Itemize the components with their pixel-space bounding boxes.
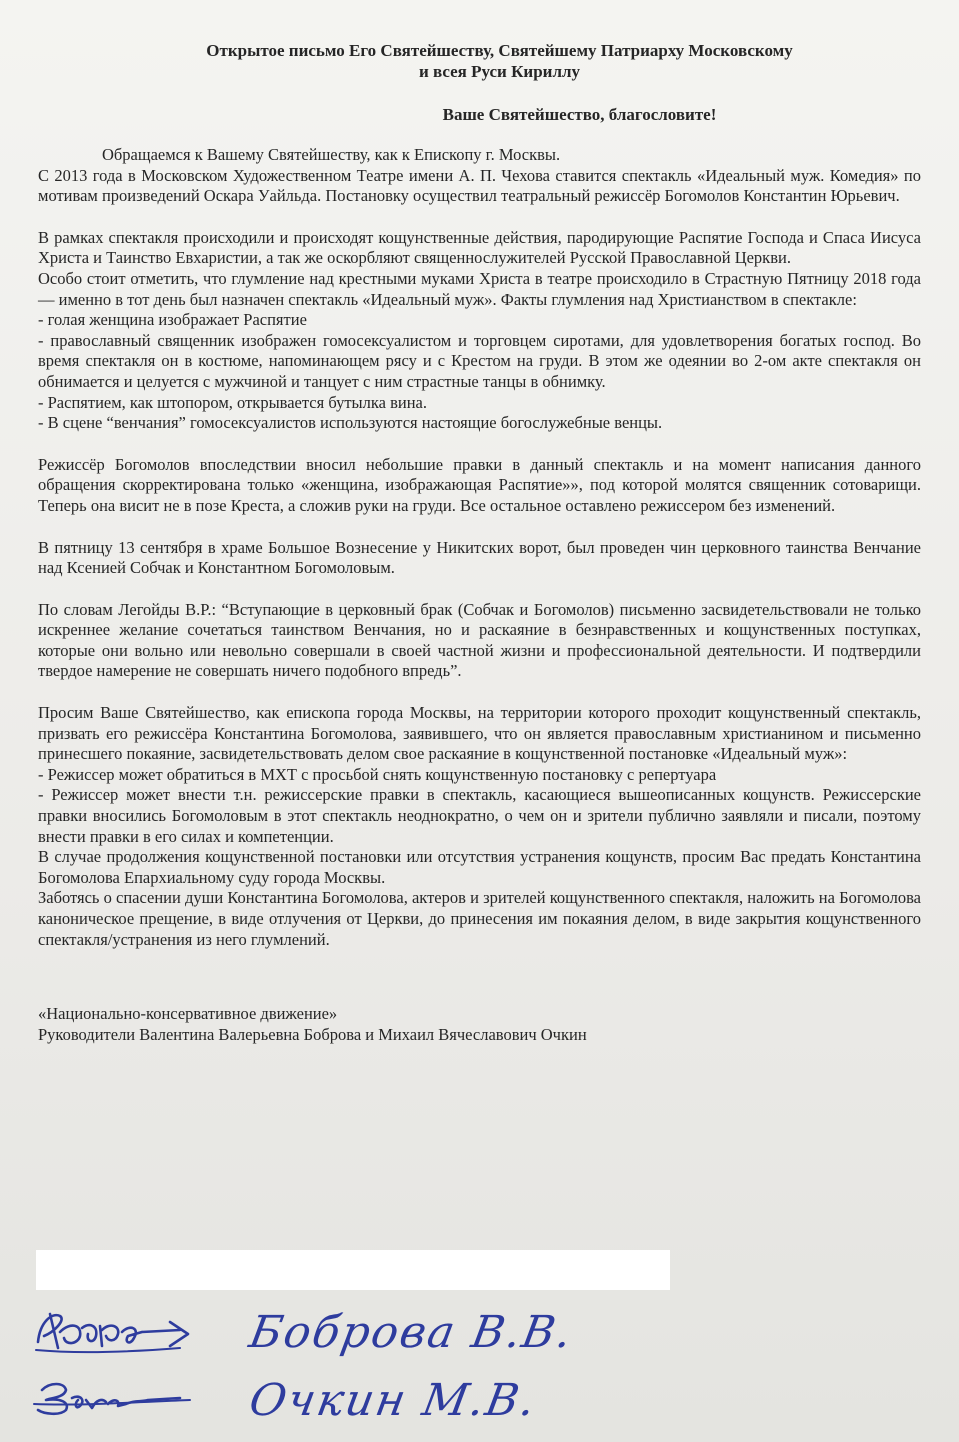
paragraph-good-friday: Особо стоит отметить, что глумление над крестными муками Христа в театре происходило в Страстную Пятницу 2018 года — именно в тот день был назначен спектакль «Идеальный муж». Факты глумления над Христианством в спектакле: — [38, 268, 921, 309]
signature-scrawl-icon — [30, 1370, 200, 1430]
list-item: - Режиссер может обратиться в МХТ с просьбой снять кощунственную постановку с репертуара — [38, 764, 717, 784]
redaction-box — [36, 1250, 670, 1290]
leaders-line: Руководители Валентина Валерьевна Боброва и Михаил Вячеславович Очкин — [38, 1024, 587, 1044]
list-item: - голая женщина изображает Распятие — [38, 310, 307, 330]
signature-name-ochkin: Очкин М.В. — [245, 1374, 541, 1426]
paragraph-edits: Режиссёр Богомолов впоследствии вносил небольшие правки в данный спектакль и на момент написания данного обращения скорректирована только «женщина, изображающая Распятие»», под которой молятся священник сотоварищи. Теперь она висит не в позе Креста, а сложив руки на груди. Все остальное оставлено режиссером без изменений. — [38, 454, 921, 515]
letter-body — [38, 145, 921, 950]
signature-name-bobrova: Боброва В.В. — [245, 1306, 578, 1358]
paragraph-legoyda-quote: По словам Легойды В.Р.: “Вступающие в церковный брак (Собчак и Богомолов) письменно засвидетельствовали не только искреннее желание сочетаться таинством Венчания, но и раскаяние в безнравственных и кощунственных поступках, которые они вольно или невольно совершали в своей частной жизни и профессиональной деятельности. И подтвердили твердое намерение не совершать ничего подобного впредь”. — [38, 599, 921, 681]
signature-ochkin — [30, 1370, 541, 1430]
greeting: Ваше Святейшество, благословите! — [442, 105, 717, 124]
paragraph-request: Просим Ваше Святейшество, как епископа города Москвы, на территории которого проходит кощунственный спектакль, призвать его режиссёра Константина Богомолова, заявившего, что он является православным христианином и письменно принесшего покаяние, засвидетельствовать делом свое раскаяние в кощунственной постановке «Идеальный муж»: — [38, 703, 921, 764]
list-item: - Распятием, как штопором, открывается бутылка вина. — [38, 392, 427, 412]
paragraph-excommunication: Заботясь о спасении души Константина Богомолова, актеров и зрителей кощунственного спектакля, наложить на Богомолова каноническое прещение, в виде отлучения от Церкви, до принесения им покаяния делом, в виде закрытия кощунственного спектакля/устранения из него глумлений. — [38, 888, 921, 949]
list-item: - православный священник изображен гомосексуалистом и торговцем сиротами, для удовлетворения богатых господ. Во время спектакля он в костюме, напоминающем рясу и с Крестом на груди. В этом же одеянии во 2-ом акте спектакля он обнимается и целуется с мужчиной и танцует с ним страстные танцы в обнимку. — [38, 330, 921, 391]
list-item: - Режиссер может внести т.н. режиссерские правки в спектакль, касающиеся вышеописанных кощунств. Режиссерские правки вносились Богомоловым в этот спектакль неоднократно, о чем он и зрители публично заявляли и писали, поэтому внести правки в его силах и компетенции. — [38, 785, 921, 846]
title-line-2: и всея Руси Кириллу — [418, 62, 581, 81]
paragraph-wedding: В пятницу 13 сентября в храме Большое Вознесение у Никитских ворот, был проведен чин церковного таинства Венчание над Ксенией Собчак и Константном Богомоловым. — [38, 537, 921, 578]
paragraph-intro: С 2013 года в Московском Художественном Театре имени А. П. Чехова ставится спектакль «Идеальный муж. Комедия» по мотивам произведений Оскара Уайльда. Постановку осуществил театральный режиссёр Богомолов Константин Юрьевич. — [38, 165, 921, 206]
organization-name: «Национально-консервативное движение» — [38, 1004, 338, 1024]
letter-title — [38, 40, 921, 82]
list-item: - В сцене “венчания” гомосексуалистов используются настоящие богослужебные венцы. — [38, 413, 663, 433]
paragraph-actions: В рамках спектакля происходили и происходят кощунственные действия, пародирующие Распятие Господа и Спаса Иисуса Христа и Таинство Евхаристии, а так же оскорбляют священнослужителей Русской Православной Церкви. — [38, 227, 921, 268]
paragraph-address: Обращаемся к Вашему Святейшеству, как к Епископу г. Москвы. — [102, 145, 561, 164]
title-line-1: Открытое письмо Его Святейшеству, Святейшему Патриарху Московскому — [206, 41, 793, 60]
paragraph-court: В случае продолжения кощунственной постановки или отсутствия устранения кощунств, просим Вас предать Константина Богомолова Епархиальному суду города Москвы. — [38, 847, 921, 887]
signature-scrawl-icon — [30, 1302, 200, 1362]
signature-bobrova — [30, 1302, 578, 1362]
signature-block — [38, 1004, 921, 1045]
